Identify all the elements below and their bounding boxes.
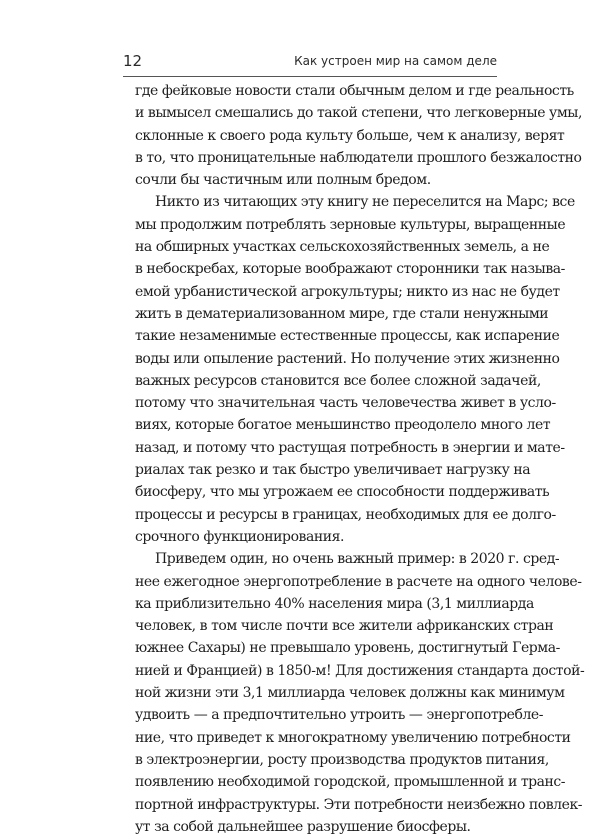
running-head bbox=[123, 52, 497, 76]
text-line: ка приблизительно 40% населения мира (3,1 миллиарда bbox=[135, 595, 534, 612]
text-line: в то, что проницательные наблюдатели прошлого безжалостно bbox=[135, 149, 582, 166]
text-line: и вымысел смешались до такой степени, что легковерные умы, bbox=[135, 105, 582, 122]
text-line: Приведем один, но очень важный пример: в 2020 г. сред- bbox=[155, 551, 560, 568]
text-line: нее ежегодное энергопотребление в расчете на одного челове- bbox=[135, 573, 582, 590]
text-line: портной инфраструктуры. Эти потребности неизбежно повлек- bbox=[135, 796, 583, 813]
text-line: биосферу, что мы угрожаем ее способности поддерживать bbox=[135, 484, 550, 501]
header-rule bbox=[123, 76, 497, 77]
text-line: воды или опыление растений. Но получение этих жизненно bbox=[135, 350, 560, 367]
text-line: появлению необходимой городской, промышленной и транс- bbox=[135, 774, 566, 791]
text-line: в электроэнергии, росту производства продуктов питания, bbox=[135, 751, 549, 768]
paragraph bbox=[135, 191, 575, 548]
text-line: такие незаменимые естественные процессы, как испарение bbox=[135, 328, 560, 345]
text-line: человек, в том числе почти все жители африканских стран bbox=[135, 618, 554, 635]
text-line: где фейковые новости стали обычным делом и где реальность bbox=[135, 83, 574, 99]
paragraph bbox=[135, 80, 582, 191]
text-line: склонные к своего рода культу больше, чем к анализу, верят bbox=[135, 127, 565, 144]
text-line: Никто из читающих эту книгу не переселится на Марс; все bbox=[155, 194, 575, 211]
text-line: жить в дематериализованном мире, где стали ненужными bbox=[135, 305, 549, 322]
text-line: риалах так резко и так быстро увеличивает нагрузку на bbox=[135, 462, 531, 479]
text-line: процессы и ресурсы в границах, необходимых для ее долго- bbox=[135, 506, 556, 523]
text-line: мы продолжим потреблять зерновые культуры, выращенные bbox=[135, 216, 566, 233]
text-line: срочного функционирования. bbox=[135, 528, 345, 545]
text-line: назад, и потому что растущая потребность в энергии и мате- bbox=[135, 439, 565, 456]
paragraph bbox=[135, 548, 585, 838]
text-line: важных ресурсов становится все более сложной задачей, bbox=[135, 372, 541, 389]
text-line: в небоскребах, которые воображают сторонники так называ- bbox=[135, 261, 565, 278]
text-line: виях, которые богатое меньшинство преодолело много лет bbox=[135, 417, 551, 434]
body-text bbox=[135, 80, 585, 838]
text-line: нией и Францией) в 1850-м! Для достижения стандарта достой- bbox=[135, 662, 585, 679]
text-line: ной жизни эти 3,1 миллиарда человек должны как минимум bbox=[135, 685, 565, 702]
text-line: удвоить — а предпочтительно утроить — энергопотребле- bbox=[135, 707, 544, 724]
page-number: 12 bbox=[123, 52, 143, 70]
text-line: ние, что приведет к многократному увеличению потребности bbox=[135, 729, 571, 746]
text-line: емой урбанистической агрокультуры; никто из нас не будет bbox=[135, 283, 560, 300]
book-title: Как устроен мир на самом деле bbox=[294, 54, 497, 68]
text-line: сочли бы частичным или полным бредом. bbox=[135, 172, 431, 189]
text-line: потому что значительная часть человечества живет в усло- bbox=[135, 395, 556, 412]
text-line: южнее Сахары) не превышало уровень, достигнутый Герма- bbox=[135, 640, 560, 657]
text-line: ут за собой дальнейшее разрушение биосферы. bbox=[135, 818, 471, 835]
text-line: на обширных участках сельскохозяйственных земель, а не bbox=[135, 239, 550, 256]
